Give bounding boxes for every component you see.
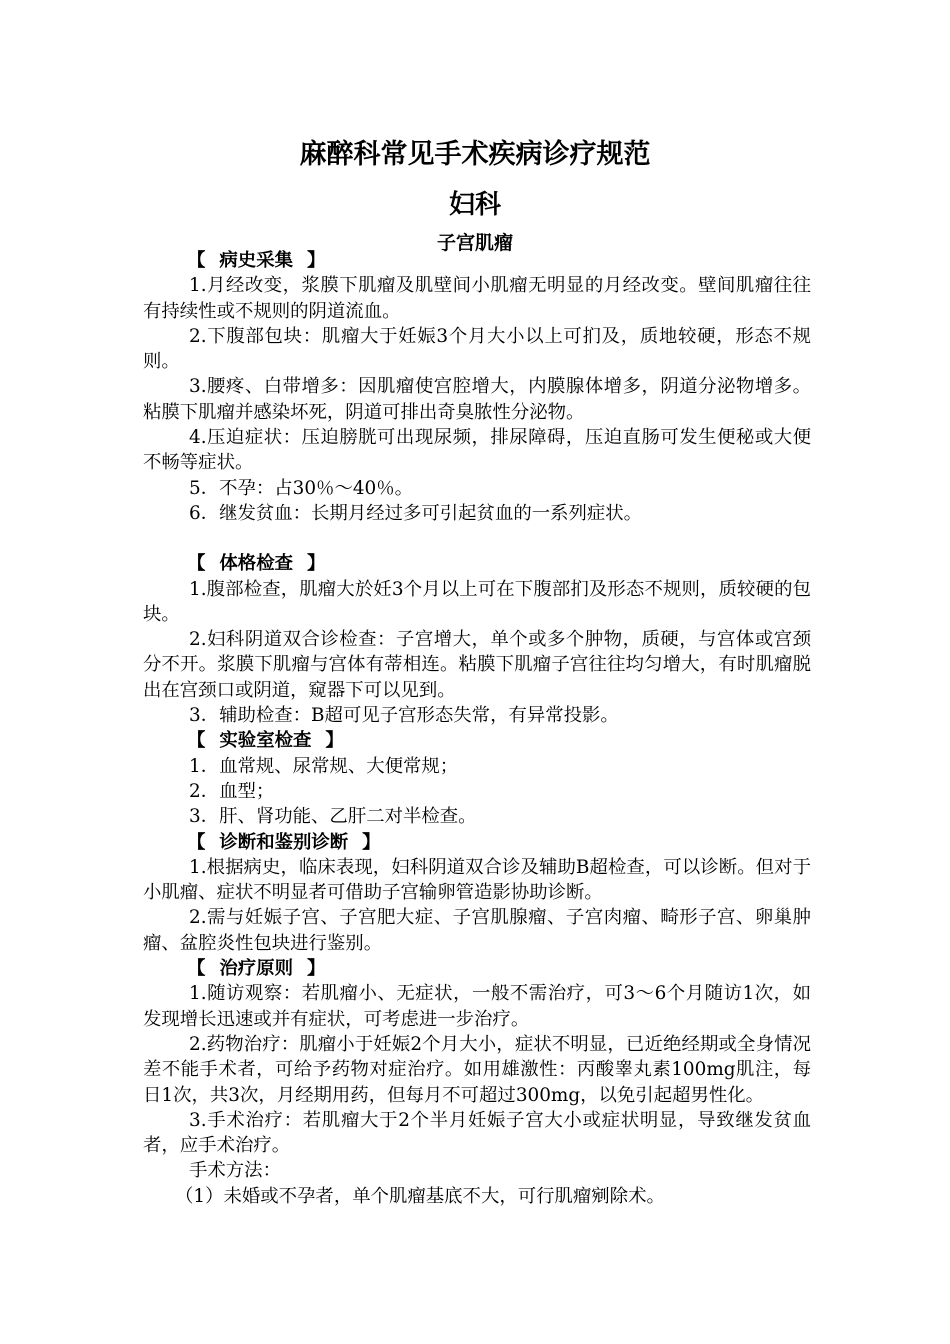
section-heading-diagnosis: 【 诊断和鉴别诊断 】 (187, 831, 381, 853)
treatment-item-3: 3.手术治疗：若肌瘤大于2个半月妊娠子宫大小或症状明显，导致继发贫血者，应手术治疗。 (143, 1109, 811, 1157)
section-heading-history: 【 病史采集 】 (187, 250, 326, 271)
treatment-item-2: 2.药物治疗：肌瘤小于妊娠2个月大小，症状不明显，已近绝经期或全身情况差不能手术者，可给予药物对症治疗。如用雄激性：丙酸睾丸素100mg肌注，每日1次，共3次，月经期用药，但每月不可超过300mg，以免引起超男性化。 (143, 1033, 811, 1106)
disease-heading: 子宫肌瘤 (436, 232, 513, 254)
history-item-1: 1.月经改变，浆膜下肌瘤及肌壁间小肌瘤无明显的月经改变。壁间肌瘤往往有持续性或不规则的阴道流血。 (143, 275, 811, 322)
physical-item-3: 3．辅助检查：B超可见子宫形态失常，有异常投影。 (189, 705, 619, 727)
section-heading-lab: 【 实验室检查 】 (187, 730, 344, 752)
diagnosis-item-2: 2.需与妊娠子宫、子宫肥大症、子宫肌腺瘤、子宫肉瘤、畸形子宫、卵巢肿瘤、盆腔炎性包块进行鉴别。 (143, 907, 811, 954)
history-item-5: 5．不孕：占30％～40％。 (189, 477, 414, 499)
treatment-item-1: 1.随访观察：若肌瘤小、无症状，一般不需治疗，可3～6个月随访1次，如发现增长迅速或并有症状，可考虑进一步治疗。 (143, 983, 811, 1030)
lab-item-3: 3．肝、肾功能、乙肝二对半检查。 (189, 806, 477, 828)
diagnosis-item-1: 1.根据病史，临床表现，妇科阴道双合诊及辅助B超检查，可以诊断。但对于小肌瘤、症状不明显者可借助子宫输卵管造影协助诊断。 (143, 856, 811, 904)
lab-item-1: 1．血常规、尿常规、大便常规； (189, 755, 459, 777)
physical-item-1: 1.腹部检查，肌瘤大於妊3个月以上可在下腹部扪及形态不规则，质较硬的包块。 (143, 578, 811, 625)
section-heading-treatment: 【 治疗原则 】 (187, 958, 326, 980)
section-spacer (143, 526, 811, 551)
document-body (143, 248, 811, 1209)
physical-item-2: 2.妇科阴道双合诊检查：子宫增大，单个或多个肿物，质硬，与宫体或宫颈分不开。浆膜下肌瘤与宫体有蒂相连。粘膜下肌瘤子宫往往均匀增大，有时肌瘤脱出在宫颈口或阴道，窥器下可以见到。 (143, 629, 811, 701)
history-item-2: 2.下腹部包块：肌瘤大于妊娠3个月大小以上可扪及，质地较硬，形态不规则。 (143, 325, 811, 373)
surgery-method-label: 手术方法： (189, 1160, 281, 1182)
history-item-6: 6．继发贫血：长期月经过多可引起贫血的一系列症状。 (189, 502, 643, 524)
history-item-3: 3.腰疼、白带增多：因肌瘤使宫腔增大，内膜腺体增多，阴道分泌物增多。粘膜下肌瘤并感染坏死，阴道可排出奇臭脓性分泌物。 (143, 376, 811, 423)
department-heading: 妇科 (448, 190, 501, 220)
history-item-4: 4.压迫症状：压迫膀胱可出现尿频，排尿障碍，压迫直肠可发生便秘或大便不畅等症状。 (143, 427, 811, 474)
section-heading-physical: 【 体格检查 】 (187, 553, 326, 575)
lab-item-2: 2．血型； (189, 780, 275, 802)
surgery-method-item-1: （1）未婚或不孕者，单个肌瘤基底不大，可行肌瘤剜除术。 (175, 1185, 665, 1207)
document-title: 麻醉科常见手术疾病诊疗规范 (299, 139, 651, 170)
